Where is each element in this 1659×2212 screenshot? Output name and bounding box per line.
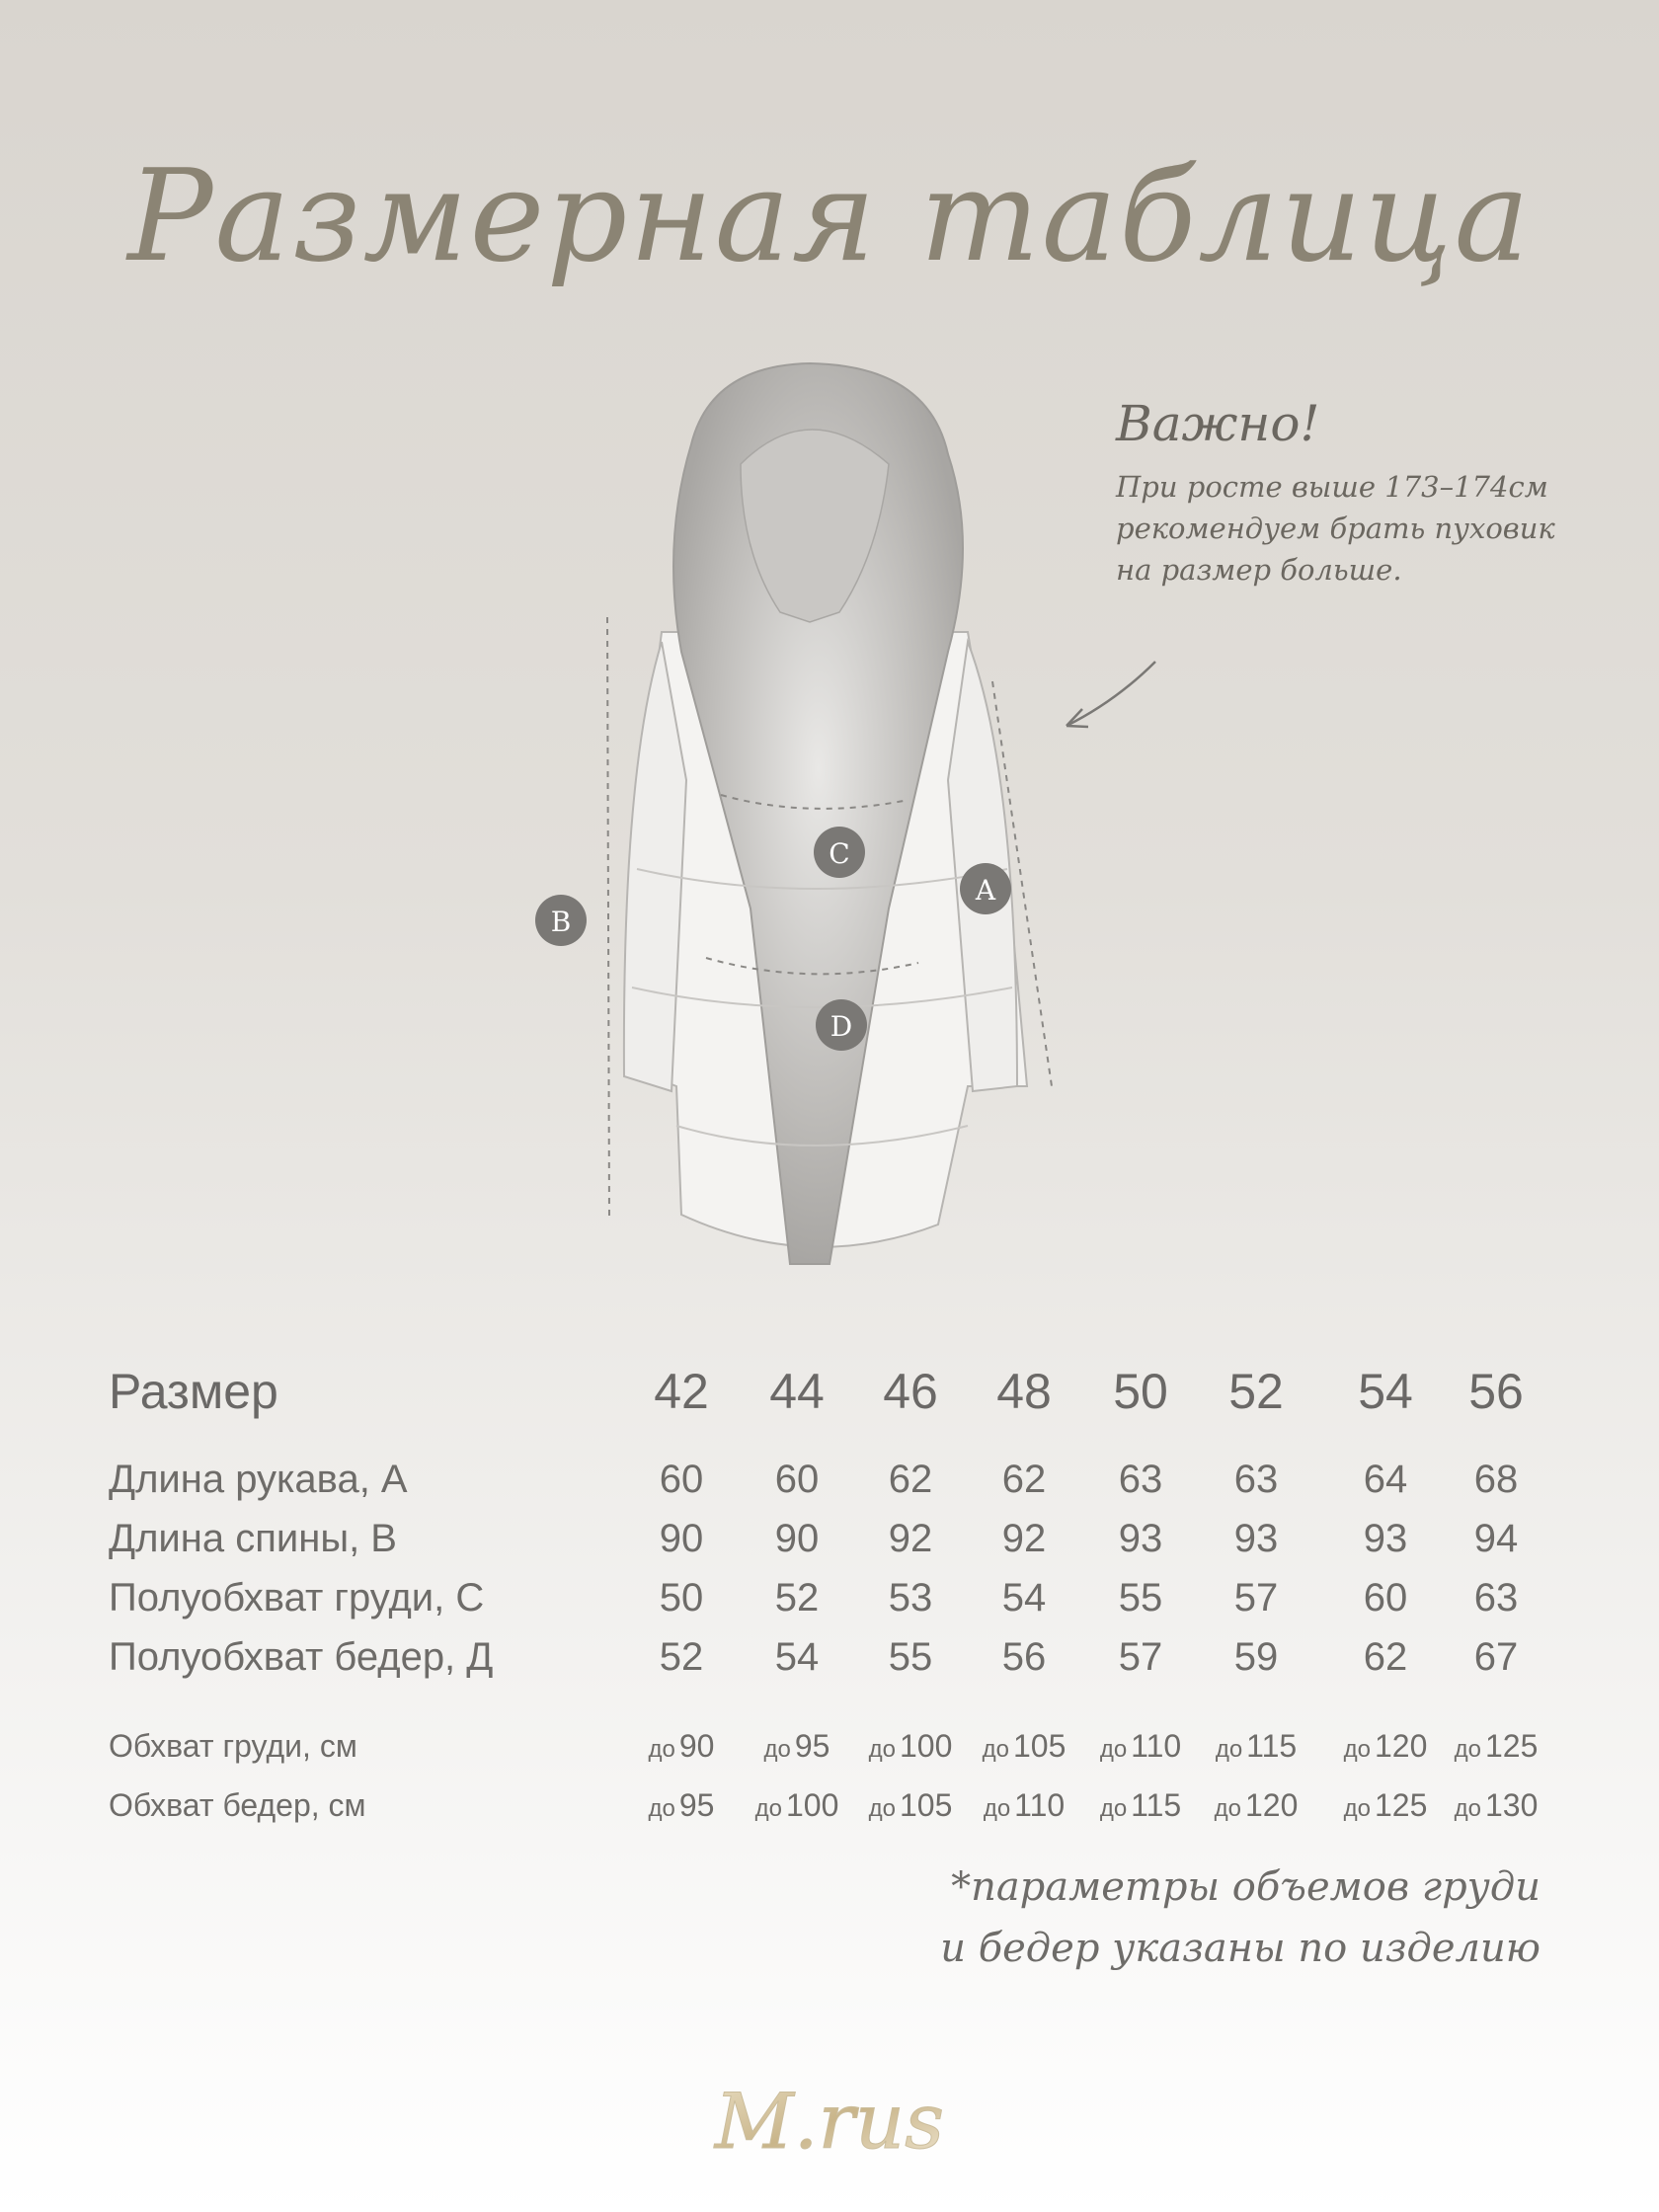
size-header-label: Размер [109, 1364, 278, 1419]
value-text: 105 [899, 1787, 953, 1823]
table-cell: 93 [1363, 1517, 1408, 1560]
table-cell: 52 [659, 1635, 704, 1679]
table-cell: 63 [1473, 1576, 1519, 1620]
size-header-row [0, 1363, 1659, 1422]
table-cell [1432, 1787, 1560, 1824]
table-cell: 57 [1118, 1635, 1163, 1679]
footnote [940, 1856, 1540, 1979]
value-text: 130 [1484, 1787, 1539, 1823]
prefix-text: до [1099, 1795, 1128, 1822]
table-cell: 94 [1473, 1517, 1519, 1560]
value-text: 115 [1246, 1728, 1298, 1764]
table-cell: 68 [1473, 1458, 1519, 1501]
size-cell: 48 [996, 1364, 1052, 1419]
table-cell: 92 [888, 1517, 933, 1560]
important-note [1116, 395, 1629, 591]
table-cell [846, 1787, 975, 1824]
table-cell [1192, 1728, 1320, 1765]
table-cell: 60 [1363, 1576, 1408, 1620]
prefix-text: до [1343, 1795, 1371, 1822]
table-cell [617, 1728, 746, 1765]
value-text: 95 [794, 1728, 830, 1764]
table-row [0, 1635, 1659, 1695]
value-text: 125 [1374, 1787, 1428, 1823]
marker-b [535, 895, 587, 946]
table-cell: 57 [1233, 1576, 1279, 1620]
measure-b-line [607, 617, 609, 1220]
brand-logo [681, 2059, 978, 2187]
value-text: 105 [1012, 1728, 1066, 1764]
table-cell: 90 [659, 1517, 704, 1560]
table-cell [1076, 1728, 1205, 1765]
marker-c [814, 827, 865, 878]
prefix-text: до [1215, 1736, 1243, 1763]
row-label: Полуобхват бедер, Д [109, 1635, 494, 1679]
important-note-line: рекомендуем брать пуховик [1116, 512, 1555, 545]
pointer-arrow-icon [1057, 652, 1165, 741]
prefix-text: до [982, 1736, 1009, 1763]
value-text: 110 [1131, 1728, 1182, 1764]
table-cell [617, 1787, 746, 1824]
table-cell [1192, 1787, 1320, 1824]
size-cell: 44 [769, 1364, 825, 1419]
table-cell: 53 [888, 1576, 933, 1620]
svg-text:D: D [830, 1010, 853, 1043]
size-cell: 50 [1113, 1364, 1168, 1419]
table-cell: 62 [1363, 1635, 1408, 1679]
table-cell [960, 1787, 1088, 1824]
prefix-text: до [1343, 1736, 1371, 1763]
row-label: Полуобхват груди, С [109, 1576, 485, 1620]
table-cell: 60 [659, 1458, 704, 1501]
table-cell [1321, 1787, 1450, 1824]
table-row [0, 1458, 1659, 1517]
important-heading: Важно! [1116, 395, 1320, 452]
row-label: Длина рукава, А [109, 1458, 408, 1501]
table-cell: 63 [1233, 1458, 1279, 1501]
table-row [0, 1728, 1659, 1787]
prefix-text: до [754, 1795, 782, 1822]
prefix-text: до [868, 1795, 896, 1822]
table-cell: 59 [1233, 1635, 1279, 1679]
prefix-text: до [868, 1736, 896, 1763]
svg-text:A: A [975, 874, 996, 907]
value-text: 100 [785, 1787, 839, 1823]
table-cell: 55 [1118, 1576, 1163, 1620]
table-cell: 62 [1001, 1458, 1047, 1501]
table-cell: 55 [888, 1635, 933, 1679]
table-cell [846, 1728, 975, 1765]
size-cell: 42 [654, 1364, 709, 1419]
svg-text:M.rus: M.rus [714, 2078, 945, 2167]
value-text: 95 [678, 1787, 715, 1823]
value-text: 120 [1244, 1787, 1299, 1823]
table-cell: 93 [1233, 1517, 1279, 1560]
page-title: Размерная таблица [127, 143, 1532, 290]
table-cell [1321, 1728, 1450, 1765]
important-note-line: При росте выше 173–174см [1116, 470, 1548, 504]
table-cell: 62 [888, 1458, 933, 1501]
prefix-text: до [1099, 1736, 1128, 1763]
prefix-text: до [1454, 1795, 1481, 1822]
table-cell: 60 [774, 1458, 820, 1501]
value-text: 90 [678, 1728, 715, 1764]
table-cell: 64 [1363, 1458, 1408, 1501]
table-cell [960, 1728, 1088, 1765]
footnote-line: *параметры объемов груди [951, 1864, 1540, 1910]
coat-illustration [514, 356, 1126, 1294]
table-cell: 54 [1001, 1576, 1047, 1620]
row-label: Длина спины, В [109, 1517, 397, 1560]
prefix-text: до [648, 1736, 675, 1763]
size-cell: 56 [1468, 1364, 1524, 1419]
svg-text:C: C [829, 837, 850, 870]
table-cell: 63 [1118, 1458, 1163, 1501]
table-cell [733, 1787, 861, 1824]
prefix-text: до [1454, 1736, 1481, 1763]
table-cell [1432, 1728, 1560, 1765]
table-row [0, 1576, 1659, 1635]
value-text: 100 [899, 1728, 953, 1764]
table-cell [1076, 1787, 1205, 1824]
prefix-text: до [648, 1795, 675, 1822]
prefix-text: до [763, 1736, 791, 1763]
table-cell: 90 [774, 1517, 820, 1560]
value-text: 125 [1484, 1728, 1539, 1764]
prefix-text: до [1214, 1795, 1241, 1822]
table-cell: 92 [1001, 1517, 1047, 1560]
table-cell: 93 [1118, 1517, 1163, 1560]
size-cell: 52 [1228, 1364, 1284, 1419]
marker-d [816, 999, 867, 1051]
value-text: 110 [1014, 1787, 1066, 1823]
prefix-text: до [983, 1795, 1011, 1822]
row-label: Обхват бедер, см [109, 1787, 366, 1823]
value-text: 120 [1374, 1728, 1428, 1764]
marker-a [960, 863, 1011, 914]
table-cell: 54 [774, 1635, 820, 1679]
table-cell: 56 [1001, 1635, 1047, 1679]
value-text: 115 [1131, 1787, 1182, 1823]
row-label: Обхват груди, см [109, 1728, 357, 1764]
size-cell: 54 [1358, 1364, 1413, 1419]
footnote-line: и бедер указаны по изделию [940, 1926, 1540, 1971]
table-cell: 67 [1473, 1635, 1519, 1679]
table-cell: 52 [774, 1576, 820, 1620]
table-row [0, 1787, 1659, 1847]
table-row [0, 1517, 1659, 1576]
table-cell [733, 1728, 861, 1765]
table-cell: 50 [659, 1576, 704, 1620]
important-note-line: на размер больше. [1116, 553, 1402, 587]
svg-text:B: B [550, 906, 572, 938]
size-cell: 46 [883, 1364, 938, 1419]
